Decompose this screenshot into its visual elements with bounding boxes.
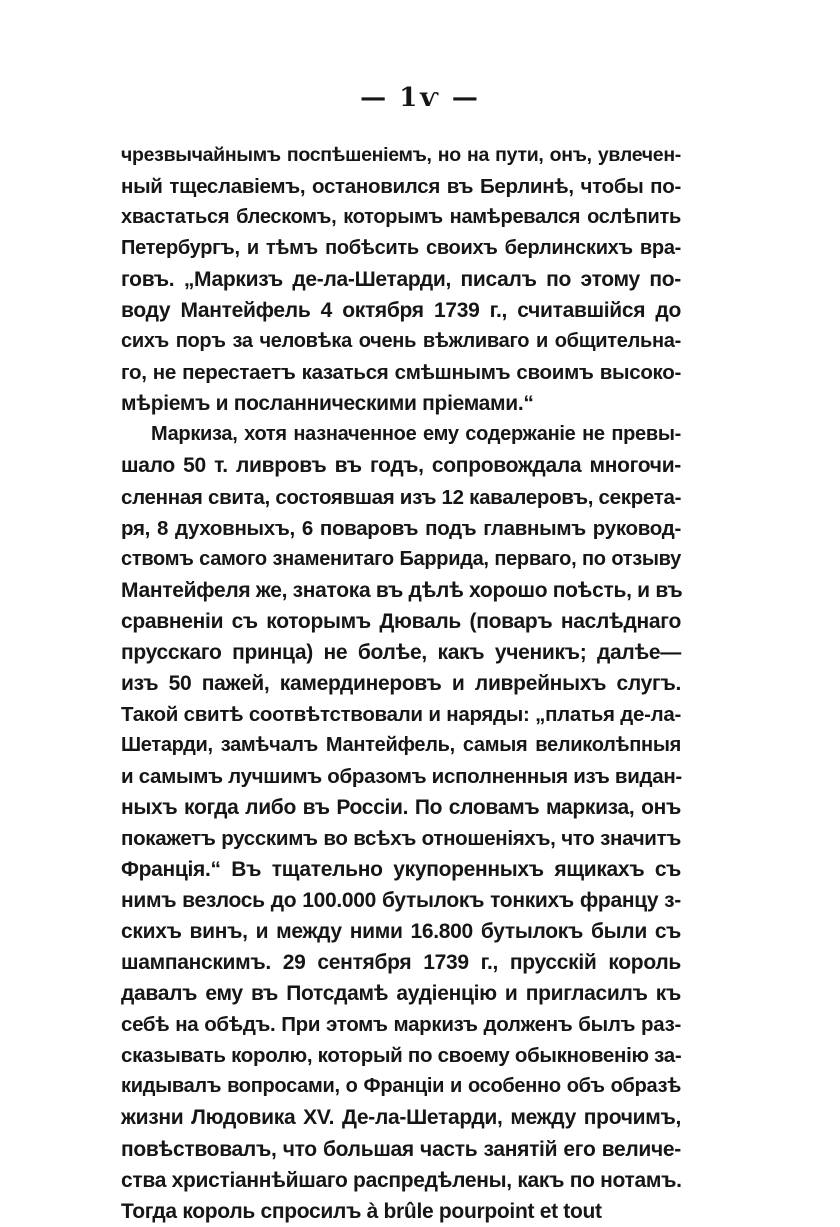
text-line: нимъ везлось до 100.000 бутылокъ тонкихъ францу з- <box>121 889 681 913</box>
text-line: шампанскимъ. 29 сентября 1739 г., прусскій король <box>121 951 681 975</box>
text-line: хвастаться блескомъ, которымъ намѣревался ослѣпить <box>121 206 681 229</box>
text-line: Шетарди, замѣчалъ Мантейфель, самыя великолѣпныя <box>121 733 681 756</box>
text-line: ря, 8 духовныхъ, 6 поваровъ подъ главнымъ руковод- <box>121 516 681 540</box>
text-line: кидывалъ вопросами, о Франціи и особенно объ образѣ <box>121 1075 681 1098</box>
text-line: говъ. „Маркизъ де-ла-Шетарди, писалъ по этому по- <box>121 268 681 292</box>
text-line: себѣ на обѣдъ. При этомъ маркизъ долженъ былъ раз- <box>121 1013 681 1037</box>
text-line: жизни Людовика XV. Де-ла-Шетарди, между прочимъ, <box>121 1106 681 1130</box>
text-line: скихъ винъ, и между ними 16.800 бутылокъ были съ <box>121 920 681 944</box>
body-text <box>121 140 681 1227</box>
text-line: ный тщеславіемъ, остановился въ Берлинѣ, чтобы по- <box>121 175 681 199</box>
text-line: ства христіаннѣйшаго распредѣлены, какъ по нотамъ. <box>121 1168 682 1192</box>
text-line: Маркиза, хотя назначенное ему содержаніе не превы- <box>151 423 681 446</box>
text-line: сихъ поръ за человѣка очень вѣжливаго и общительна- <box>121 330 681 353</box>
text-line: сравненіи съ которымъ Дюваль (поваръ наслѣднаго <box>121 609 681 633</box>
text-line: чрезвычайнымъ поспѣшеніемъ, но на пути, онъ, увлечен- <box>121 144 681 166</box>
text-line: мѣріемъ и посланническими пріемами.“ <box>121 392 534 416</box>
text-line: сказывать королю, который по своему обыкновенію за- <box>121 1044 682 1068</box>
text-line: воду Мантейфель 4 октября 1739 г., считавшійся до <box>121 299 681 323</box>
text-line: повѣствовалъ, что большая часть занятій его величе- <box>121 1137 681 1161</box>
text-line: покажетъ русскимъ во всѣхъ отношеніяхъ, что значитъ <box>121 827 681 851</box>
text-line: Франція.“ Въ тщательно укупоренныхъ ящикахъ съ <box>121 858 681 882</box>
text-line: Петербургъ, и тѣмъ побѣсить своихъ берлинскихъ вра- <box>121 237 681 260</box>
text-line: сленная свита, состоявшая изъ 12 кавалеровъ, секрета- <box>121 485 682 509</box>
text-line: шало 50 т. ливровъ въ годъ, сопровождала многочи- <box>121 454 681 478</box>
text-line: Мантейфеля же, знатока въ дѣлѣ хорошо поѣсть, и въ <box>121 578 683 602</box>
text-line: ствомъ самого знаменитаго Баррида, перваго, по отзыву <box>121 547 681 570</box>
text-line: изъ 50 пажей, камердинеровъ и ливрейныхъ слугъ. <box>121 671 681 695</box>
text-line: го, не перестаетъ казаться смѣшнымъ своимъ высоко- <box>121 361 681 385</box>
text-line: Такой свитѣ соотвѣтствовали и наряды: „платья де-ла- <box>121 702 681 726</box>
page-number: — 1ѵ — <box>360 83 480 113</box>
text-line: и самымъ лучшимъ образомъ исполненныя изъ видан- <box>121 764 682 788</box>
text-line: давалъ ему въ Потсдамѣ аудіенцію и пригласилъ къ <box>121 982 681 1006</box>
text-line: ныхъ когда либо въ Россіи. По словамъ маркиза, онъ <box>121 795 681 819</box>
text-line: Тогда король спросилъ à brûle pourpoint et tout <box>121 1199 602 1223</box>
text-line: прусскаго принца) не болѣе, какъ ученикъ; далѣе— <box>121 640 681 664</box>
